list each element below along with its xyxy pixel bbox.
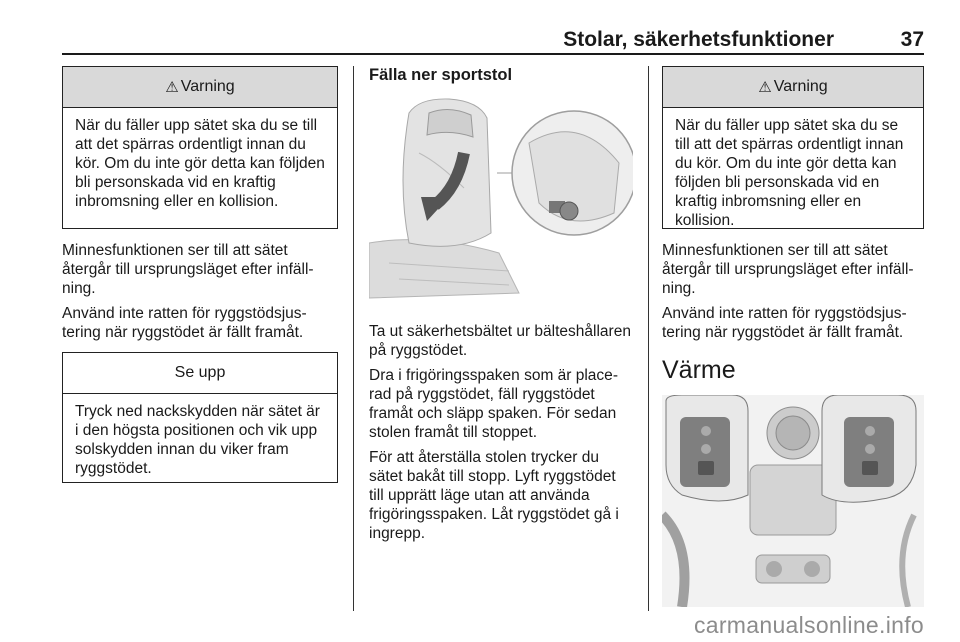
paragraph: Minnesfunktionen ser till att sätet återgår till ursprungsläget efter infällning.	[62, 242, 314, 297]
section-title: Stolar, säkerhetsfunktioner	[563, 28, 834, 51]
headrest-illustration	[427, 109, 473, 137]
paragraph: Minnesfunktionen ser till att sätet återgår till ursprungsläget efter infällning.	[662, 242, 914, 297]
lever-knob	[560, 202, 578, 220]
watermark: carmanualsonline.info	[693, 612, 924, 638]
warning-title: Varning	[180, 78, 235, 95]
seat-heating-illustration	[662, 395, 924, 607]
warning-text: När du fäller upp sätet ska du se till att det spärras ordentligt innan du kör. Om du inte gör detta kan följden bli personskada vid en kraftig inbromsning eller en kollision.	[675, 117, 904, 229]
air-vent-inner	[776, 416, 810, 450]
warning-text: När du fäller upp sätet ska du se till att det spärras ordentligt innan du kör. Om du inte gör detta kan följden bli personskada vid en kraftig inbromsning eller en kollision.	[75, 117, 325, 210]
seat-fold-illustration	[369, 93, 633, 305]
caution-box	[62, 352, 338, 483]
warning-box-header	[663, 67, 923, 108]
section-heading: Värme	[662, 356, 736, 384]
warning-title: Varning	[773, 78, 828, 95]
switch-button	[701, 444, 711, 454]
section-heading: Fälla ner sportstol	[369, 66, 513, 84]
header-rule	[62, 53, 924, 55]
left-column	[62, 66, 338, 483]
column-divider	[353, 66, 354, 611]
switch-button	[701, 426, 711, 436]
switch-button	[865, 444, 875, 454]
column-divider	[648, 66, 649, 611]
control-knob	[766, 561, 782, 577]
page-header	[62, 26, 924, 52]
middle-column	[369, 66, 633, 549]
warning-triangle-icon: ⚠	[758, 79, 772, 96]
seat-heat-button-icon	[698, 461, 714, 475]
warning-box-header	[63, 67, 337, 108]
warning-box	[62, 66, 338, 229]
caution-box-header: Se upp	[63, 353, 337, 394]
paragraph: För att återställa stolen trycker du sätet bakåt till stopp. Lyft ryggstödet till upprätt läge utan att använda frigöringsspaken. Låt ryggstödet gå i ingrepp.	[369, 449, 619, 542]
control-knob	[804, 561, 820, 577]
caution-text: Tryck ned nackskydden när sätet är i den högsta positionen och vik upp solskydden innan du viker fram ryggstödet.	[75, 403, 320, 477]
paragraph: Använd inte ratten för ryggstödsjustering när ryggstödet är fällt framåt.	[662, 305, 907, 341]
warning-triangle-icon: ⚠	[165, 79, 179, 96]
seat-heat-button-icon	[862, 461, 878, 475]
right-column	[662, 66, 924, 612]
paragraph: Ta ut säkerhetsbältet ur bälteshållaren på ryggstödet.	[369, 323, 631, 359]
paragraph: Dra i frigöringsspaken som är placerad på ryggstödet, fäll ryggstödet framåt och släpp spaken. För sedan stolen framåt till stoppet.	[369, 367, 618, 441]
paragraph: Använd inte ratten för ryggstödsjustering när ryggstödet är fällt framåt.	[62, 305, 307, 341]
switch-button	[865, 426, 875, 436]
page-number: 37	[900, 28, 924, 51]
warning-box	[662, 66, 924, 229]
